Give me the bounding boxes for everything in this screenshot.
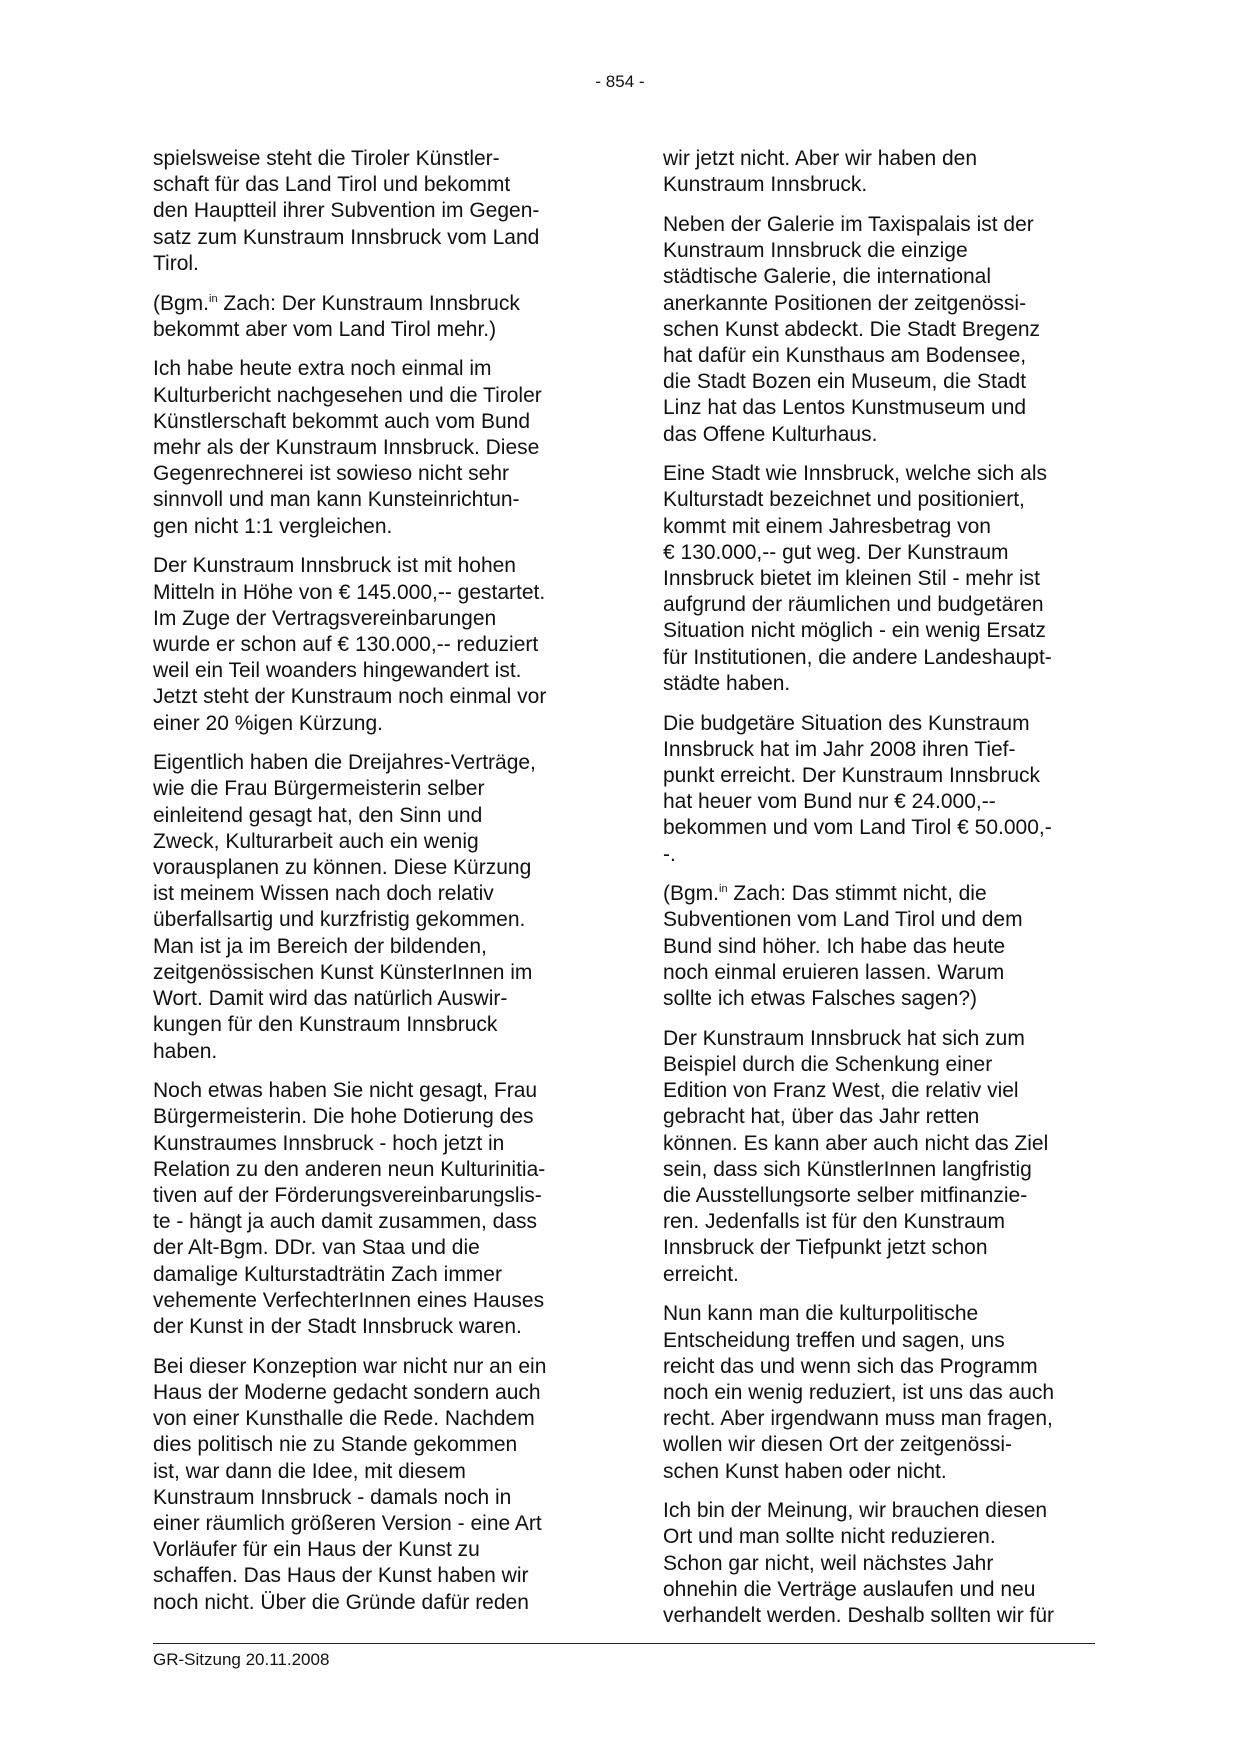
footer-divider (153, 1643, 1095, 1644)
interjection-speaker-prefix: (Bgm. (153, 291, 210, 315)
right-column (663, 146, 1107, 1643)
page-number: - 854 - (595, 72, 645, 91)
paragraph: Nun kann man die kulturpolitische Entscheidung treffen und sagen, uns reicht das und wenn sich das Programm noch ein wenig reduziert, ist uns das auch recht. Aber irgendwann muss man fragen, wollen wir diesen Ort der zeitgenössi- schen Kunst haben oder nicht. (663, 1302, 1055, 1483)
interjection-paragraph (663, 881, 1107, 1012)
paragraph: Eine Stadt wie Innsbruck, welche sich als Kulturstadt bezeichnet und positioniert, kommt mit einem Jahresbetrag von € 130.000,-- gut weg. Der Kunstraum Innsbruck bietet im kleinen Stil - mehr ist aufgrund der räumlichen und budgetären Situation nicht möglich - ein wenig Ersatz für Institutionen, die andere Landeshaupt- städte haben. (663, 462, 1052, 695)
paragraph: Bei dieser Konzeption war nicht nur an ein Haus der Moderne gedacht sondern auch von einer Kunsthalle die Rede. Nachdem dies politisch nie zu Stande gekommen ist, war dann die Idee, mit diesem Kunstraum Innsbruck - damals noch in einer räumlich größeren Version - eine Art Vorläufer für ein Haus der Kunst zu schaffen. Das Haus der Kunst haben wir noch nicht. Über die Gründe dafür reden (153, 1354, 547, 1614)
paragraph: spielsweise steht die Tiroler Künstler- schaft für das Land Tirol und bekommt den Hauptteil ihrer Subvention im Gegen- satz zum Kunstraum Innsbruck vom Land Tirol. (153, 147, 540, 275)
footer-session-label: GR-Sitzung 20.11.2008 (153, 1650, 330, 1669)
paragraph: Ich bin der Meinung, wir brauchen diesen Ort und man sollte nicht reduzieren. Schon gar nicht, weil nächstes Jahr ohnehin die Verträge auslaufen und neu verhandelt werden. Deshalb sollten wir für (663, 1499, 1055, 1628)
paragraph: Eigentlich haben die Dreijahres-Verträge, wie die Frau Bürgermeisterin selber einleitend gesagt hat, den Sinn und Zweck, Kulturarbeit auch ein wenig vorausplanen zu können. Diese Kürzung ist meinem Wissen nach doch relativ überfallsartig und kurzfristig gekommen. Man ist ja im Bereich der bildenden, zeitgenössischen Kunst KünsterInnen im Wort. Damit wird das natürlich Auswir- kungen für den Kunstraum Innsbruck haben. (153, 751, 536, 1063)
paragraph: Noch etwas haben Sie nicht gesagt, Frau Bürgermeisterin. Die hohe Dotierung des Kunstraumes Innsbruck - hoch jetzt in Relation zu den anderen neun Kulturinitia- tiven auf der Förderungsvereinbarungslis- te - hängt ja auch damit zusammen, dass der Alt-Bgm. DDr. van Staa und die damalige Kulturstadträtin Zach immer vehemente VerfechterInnen eines Hauses der Kunst in der Stadt Innsbruck waren. (153, 1079, 546, 1339)
superscript-in: in (209, 292, 218, 305)
paragraph: Neben der Galerie im Taxispalais ist der Kunstraum Innsbruck die einzige städtische Galerie, die international anerkannte Positionen der zeitgenössi- schen Kunst abdeckt. Die Stadt Bregenz hat dafür ein Kunsthaus am Bodensee, die Stadt Bozen ein Museum, die Stadt Linz hat das Lentos Kunstmuseum und das Offene Kulturhaus. (663, 212, 1041, 446)
interjection-text: Zach: Das stimmt nicht, die Subventionen vom Land Tirol und dem Bund sind höher. Ich habe das heute noch einmal eruieren lassen. Warum sollte ich etwas Falsches sagen?) (663, 882, 1023, 1011)
paragraph: Der Kunstraum Innsbruck ist mit hohen Mitteln in Höhe von € 145.000,-- gestartet. Im Zuge der Vertragsvereinbarungen wurde er schon auf € 130.000,-- reduziert weil ein Teil woanders hingewandert ist. Jetzt steht der Kunstraum noch einmal vor einer 20 %igen Kürzung. (153, 554, 547, 735)
paragraph: Die budgetäre Situation des Kunstraum Innsbruck hat im Jahr 2008 ihren Tief- punkt erreicht. Der Kunstraum Innsbruck hat heuer vom Bund nur € 24.000,-- bekommen und vom Land Tirol € 50.000,- -. (663, 711, 1052, 866)
paragraph: wir jetzt nicht. Aber wir haben den Kunstraum Innsbruck. (663, 147, 977, 197)
paragraph: Ich habe heute extra noch einmal im Kulturbericht nachgesehen und die Tiroler Künstlerschaft bekommt auch vom Bund mehr als der Kunstraum Innsbruck. Diese Gegenrechnerei ist sowieso nicht sehr sinnvoll und man kann Kunsteinrichtun- gen nicht 1:1 vergleichen. (153, 357, 542, 538)
left-column (153, 146, 595, 1629)
paragraph: Der Kunstraum Innsbruck hat sich zum Beispiel durch die Schenkung einer Edition von Franz West, die relativ viel gebracht hat, über das Jahr retten können. Es kann aber auch nicht das Ziel sein, dass sich KünstlerInnen langfristig die Ausstellungsorte selber mitfinanzie- ren. Jedenfalls ist für den Kunstraum Innsbruck der Tiefpunkt jetzt schon erreicht. (663, 1026, 1049, 1286)
interjection-text: Zach: Der Kunstraum Innsbruck bekommt aber vom Land Tirol mehr.) (153, 291, 520, 341)
interjection-speaker-prefix: (Bgm. (663, 882, 720, 906)
superscript-in: in (719, 883, 728, 896)
interjection-paragraph (153, 291, 595, 343)
